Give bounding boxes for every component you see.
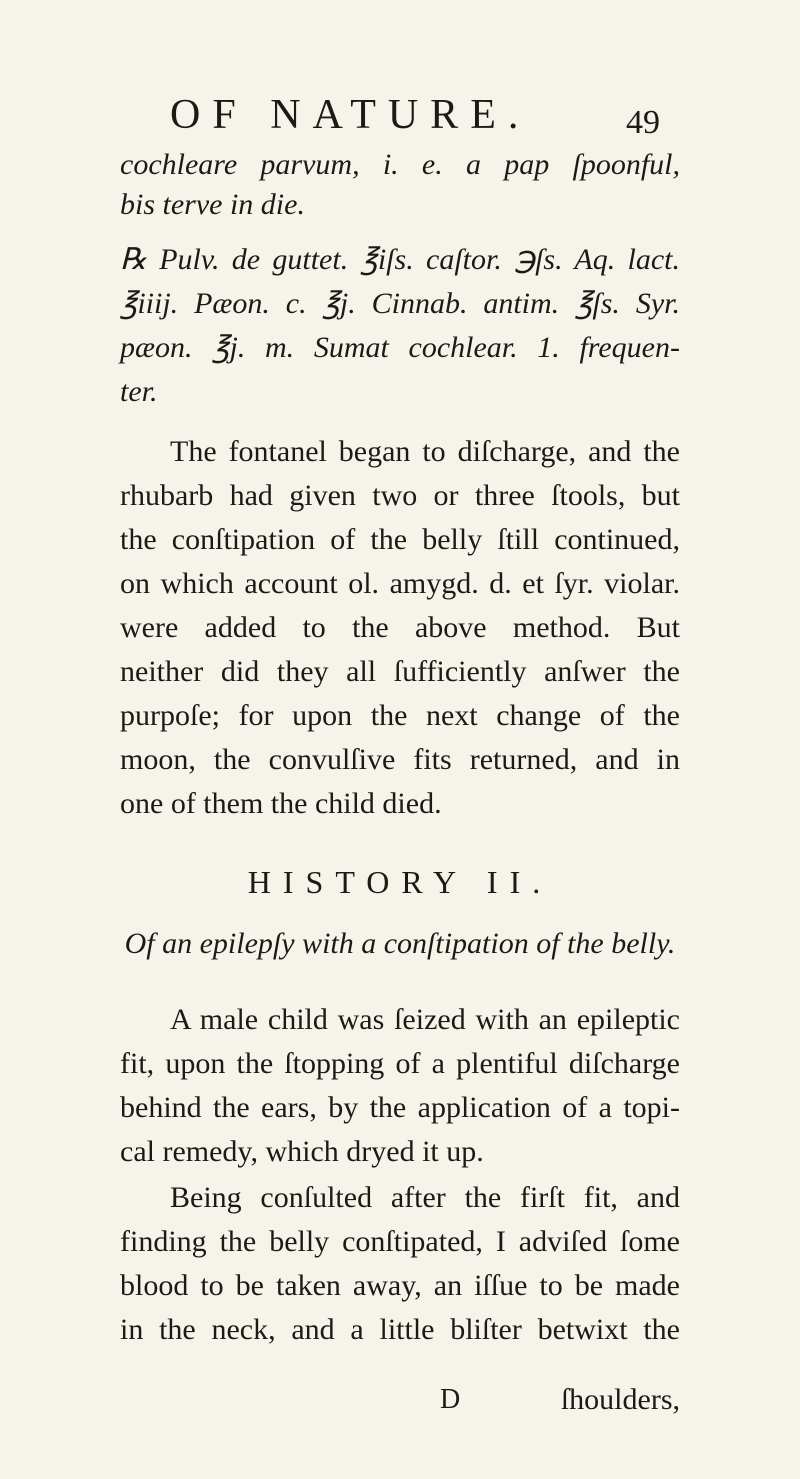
page-number: 49 [626, 104, 660, 141]
paragraph-line: cal remedy, which dryed it up. [120, 1135, 484, 1168]
paragraph-line: rhubarb had given two or three ſtools, but [120, 479, 680, 512]
running-head: OF NATURE. [170, 92, 531, 138]
paragraph-line: behind the ears, by the application of a topi- [120, 1091, 680, 1124]
page-header [170, 90, 660, 140]
paragraph-line: neither did they all ſufficiently anſwer the [120, 655, 680, 688]
recipe-line: ℞ Pulv. de guttet. ℥iſs. caſtor. ℈ſs. Aq. lact. [120, 243, 680, 276]
paragraph-line: moon, the convulſive fits returned, and in [120, 743, 680, 776]
recipe-line: ter. [120, 375, 158, 408]
signature-mark: D [440, 1384, 461, 1415]
paragraph-line: on which account ol. amygd. d. et ſyr. violar. [120, 567, 680, 600]
recipe-line: cochleare parvum, i. e. a pap ſpoonful, [120, 148, 680, 181]
paragraph-line: one of them the child died. [120, 787, 442, 820]
paragraph-line: finding the belly conſtipated, I adviſed ſome [120, 1225, 680, 1258]
section-subheading: Of an epilepſy with a conſtipation of the belly. [124, 927, 676, 960]
paragraph-line: The fontanel began to diſcharge, and the [170, 435, 680, 468]
paragraph-line: the conſtipation of the belly ſtill continued, [120, 523, 680, 556]
paragraph-line: A male child was ſeized with an epileptic [170, 1003, 680, 1036]
catchword: ſhoulders, [560, 1383, 680, 1416]
recipe-line: pæon. ℥j. m. Sumat cochlear. 1. frequen- [120, 331, 680, 364]
recipe-line: ℥iiij. Pæon. c. ℥j. Cinnab. antim. ℥ſs. Syr. [120, 287, 680, 320]
paragraph-line: fit, upon the ſtopping of a plentiful diſcharge [120, 1047, 680, 1080]
paragraph-line: blood to be taken away, an iſſue to be made [120, 1269, 680, 1302]
recipe-line: bis terve in die. [120, 188, 305, 221]
paragraph-line: were added to the above method. But [120, 611, 680, 644]
paragraph-line: in the neck, and a little bliſter betwixt the [120, 1313, 680, 1346]
paragraph-line: purpoſe; for upon the next change of the [120, 699, 680, 732]
paragraph-line: Being conſulted after the firſt fit, and [170, 1181, 680, 1214]
section-heading: HISTORY II. [247, 864, 553, 900]
